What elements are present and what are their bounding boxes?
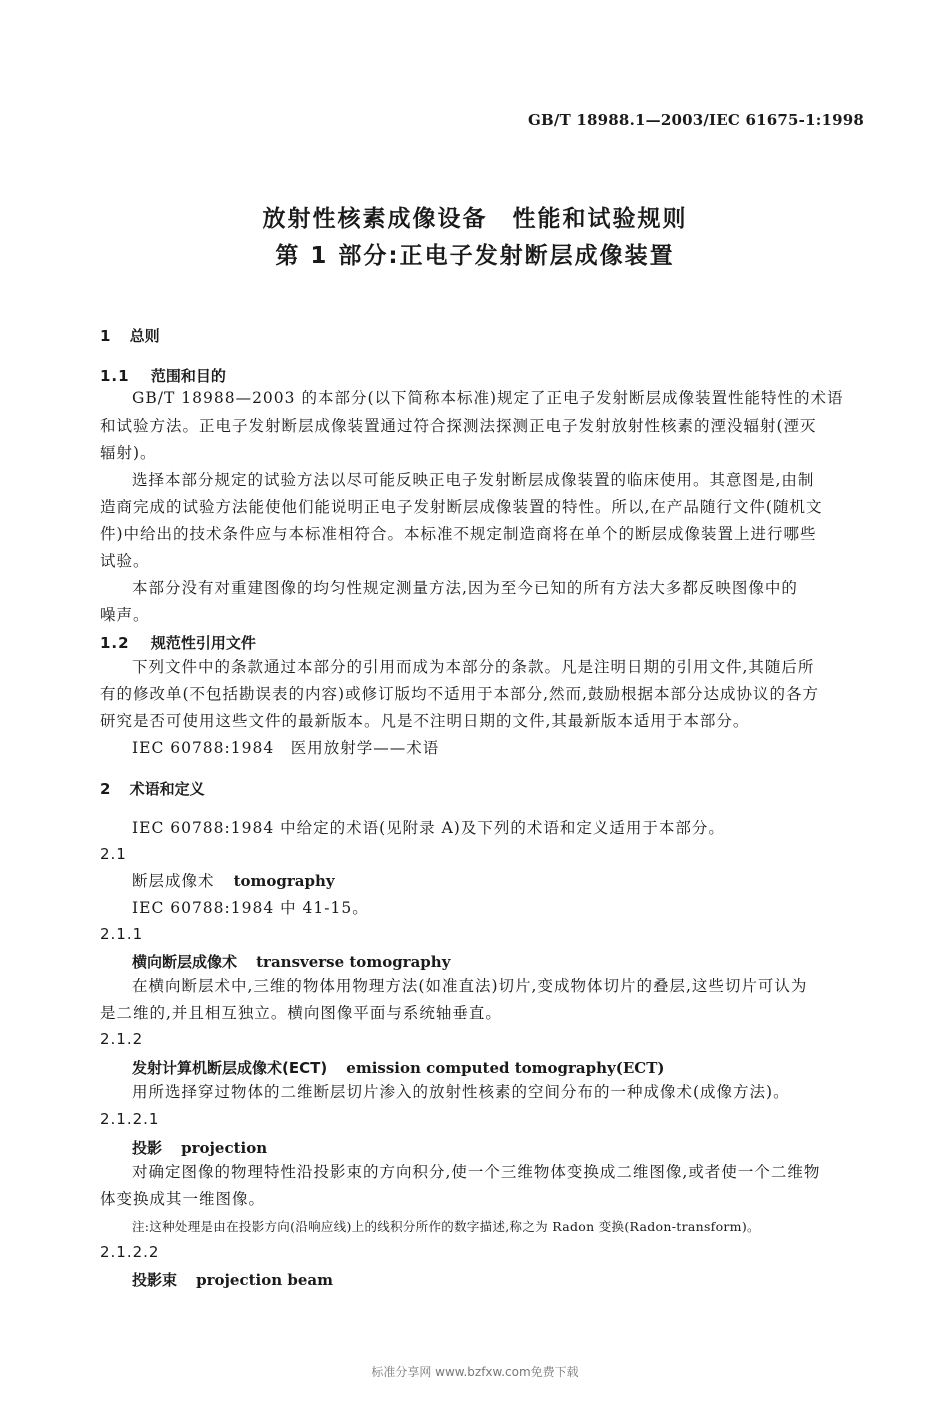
standard-code: GB/T 18988.1—2003/IEC 61675-1:1998 (528, 111, 864, 129)
paragraph-line: 辐射)。 (100, 444, 157, 462)
term-english: transverse tomography (256, 953, 451, 971)
term-chinese: 断层成像术 (132, 872, 215, 890)
term-definition: 对确定图像的物理特性沿投影束的方向积分,使一个三维物体变换成二维图像,或者使一个二维物 (132, 1163, 821, 1181)
term-english: emission computed tomography(ECT) (346, 1059, 665, 1077)
term-definition: 用所选择穿过物体的二维断层切片渗入的放射性核素的空间分布的一种成像术(成像方法)。 (132, 1083, 790, 1101)
section-number: 1 (100, 327, 111, 345)
term-definition: 在横向断层术中,三维的物体用物理方法(如准直法)切片,变成物体切片的叠层,这些切片可认为 (132, 977, 808, 995)
note: 注:这种处理是由在投影方向(沿响应线)上的线积分所作的数字描述,称之为 Radon 变换(Radon-transform)。 (132, 1219, 760, 1234)
term-chinese: 投影 (132, 1139, 163, 1157)
paragraph-line: 试验。 (100, 552, 150, 570)
section-1-heading (100, 325, 160, 346)
paragraph-line: 选择本部分规定的试验方法以尽可能反映正电子发射断层成像装置的临床使用。其意图是,由制 (132, 471, 815, 489)
term-english: tomography (233, 872, 335, 890)
section-title: 规范性引用文件 (150, 634, 256, 652)
clause-number: 2.1.1 (100, 925, 144, 943)
title-line-1: 放射性核素成像设备 性能和试验规则 (262, 206, 688, 232)
section-1-2-heading (100, 632, 256, 653)
paragraph-line: 造商完成的试验方法能使他们能说明正电子发射断层成像装置的特性。所以,在产品随行文件(随机文 (100, 498, 823, 516)
paragraph-line: 下列文件中的条款通过本部分的引用而成为本部分的条款。凡是注明日期的引用文件,其随后所 (132, 658, 815, 676)
footer-watermark: 标准分享网 www.bzfxw.com免费下载 (371, 1365, 579, 1379)
title-line-2: 第 1 部分:正电子发射断层成像装置 (275, 243, 675, 269)
section-title: 术语和定义 (129, 780, 205, 798)
term-chinese: 发射计算机断层成像术(ECT) (132, 1059, 328, 1077)
term-entry (132, 1269, 333, 1290)
term-definition: IEC 60788:1984 中 41-15。 (132, 899, 369, 917)
term-definition: 是二维的,并且相互独立。横向图像平面与系统轴垂直。 (100, 1004, 502, 1022)
paragraph-line: 件)中给出的技术条件应与本标准相符合。本标准不规定制造商将在单个的断层成像装置上进行哪些 (100, 525, 817, 543)
section-number: 2 (100, 780, 111, 798)
section-number: 1.2 (100, 634, 130, 652)
term-definition: 体变换成其一维图像。 (100, 1190, 266, 1208)
section-title: 总则 (129, 327, 160, 345)
clause-number: 2.1.2 (100, 1030, 144, 1048)
paragraph-line: 本部分没有对重建图像的均匀性规定测量方法,因为至今已知的所有方法大多都反映图像中的 (132, 579, 798, 597)
term-english: projection beam (196, 1271, 333, 1289)
section-2-heading (100, 778, 205, 799)
term-entry (132, 1137, 267, 1158)
clause-number: 2.1 (100, 845, 127, 863)
term-entry (132, 871, 335, 891)
paragraph-line: 研究是否可使用这些文件的最新版本。凡是不注明日期的文件,其最新版本适用于本部分。 (100, 712, 750, 730)
section-1-1-heading (100, 365, 226, 386)
paragraph-line: 和试验方法。正电子发射断层成像装置通过符合探测法探测正电子发射放射性核素的湮没辐射(湮灭 (100, 417, 817, 435)
normative-reference: IEC 60788:1984 医用放射学——术语 (132, 739, 440, 757)
paragraph-line: 噪声。 (100, 606, 150, 624)
term-chinese: 横向断层成像术 (132, 953, 238, 971)
paragraph-line: IEC 60788:1984 中给定的术语(见附录 A)及下列的术语和定义适用于本部分。 (132, 819, 725, 837)
term-chinese: 投影束 (132, 1271, 178, 1289)
clause-number: 2.1.2.1 (100, 1110, 160, 1128)
paragraph-line: GB/T 18988—2003 的本部分(以下简称本标准)规定了正电子发射断层成像装置性能特性的术语 (132, 389, 844, 407)
paragraph-line: 有的修改单(不包括勘误表的内容)或修订版均不适用于本部分,然而,鼓励根据本部分达成协议的各方 (100, 685, 819, 703)
term-entry (132, 1057, 664, 1078)
section-number: 1.1 (100, 367, 130, 385)
clause-number: 2.1.2.2 (100, 1243, 160, 1261)
section-title: 范围和目的 (150, 367, 226, 385)
term-entry (132, 951, 450, 972)
term-english: projection (181, 1139, 268, 1157)
